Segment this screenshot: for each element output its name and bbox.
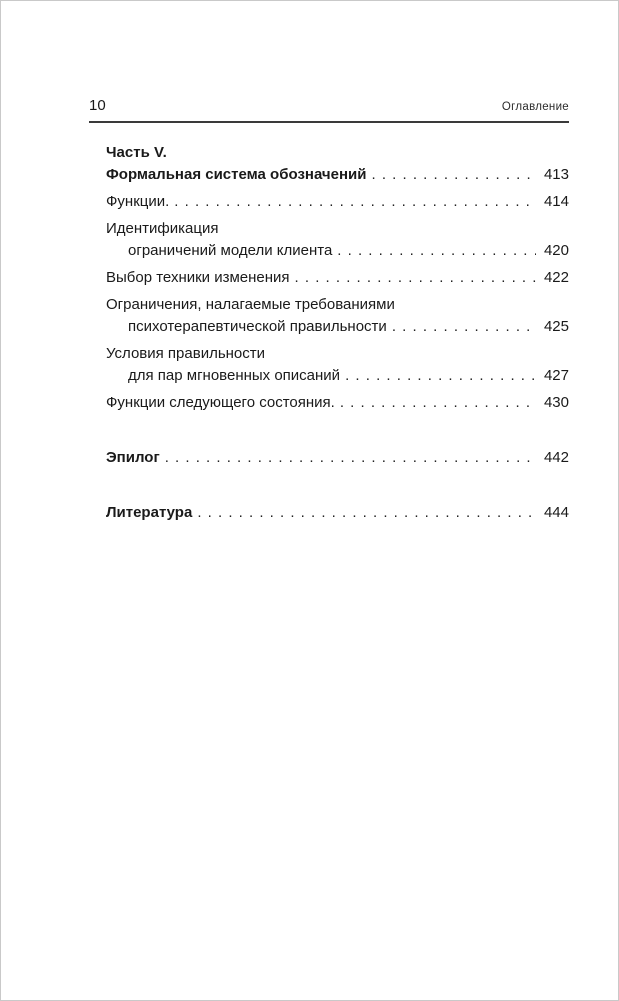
toc-entry [106,294,569,338]
toc-page-number: 430 [543,394,569,411]
toc-entry-text: Ограничения, налагаемые требованиями [106,296,395,313]
toc-line [106,164,569,186]
toc-entry-text: ограничений модели клиента [128,242,333,259]
toc-line [106,343,569,365]
dot-leader [295,267,536,289]
toc-entry-text: Литература [106,504,193,521]
toc-page-number: 427 [543,367,569,384]
dot-leader [165,447,536,469]
dot-leader [174,191,536,213]
toc-line [106,267,569,289]
toc-entry-text: Функции следующего состояния. [106,394,335,411]
toc-entry [106,267,569,289]
toc-page-number: 444 [543,504,569,521]
toc-page-number: 420 [543,242,569,259]
toc-entry-text: Идентификация [106,220,219,237]
toc-entry-text: Часть V. [106,144,167,161]
dot-leader [197,502,536,524]
toc-line [106,294,569,316]
dot-leader [392,316,536,338]
toc-entry-text: Функции. [106,193,170,210]
toc-entry [106,343,569,387]
toc-line [106,142,569,164]
toc-entry-text: для пар мгновенных описаний [128,367,341,384]
toc-entry [106,392,569,414]
toc-entry [106,142,569,186]
toc-line [106,365,569,387]
toc-entry [106,218,569,262]
dot-leader [371,164,536,186]
toc-entry [106,447,569,469]
header-title: Оглавление [501,101,569,113]
toc-page-number: 422 [543,269,569,286]
toc-line [106,316,569,338]
toc-line [106,240,569,262]
page-number: 10 [89,97,106,114]
toc-line [106,392,569,414]
toc-page-number: 414 [543,193,569,210]
toc-page-number: 413 [543,166,569,183]
toc-line [106,502,569,524]
toc-line [106,447,569,469]
toc-entry-text: Условия правильности [106,345,266,362]
dot-leader [340,392,536,414]
dot-leader [337,240,536,262]
toc-page-number: 442 [543,449,569,466]
toc-page-number: 425 [543,318,569,335]
toc-line [106,191,569,213]
dot-leader [345,365,536,387]
toc-entry-text: Формальная система обозначений [106,166,367,183]
toc-line [106,218,569,240]
toc-entry-text: психотерапевтической правильности [128,318,387,335]
page-header [89,97,569,123]
toc-entry [106,502,569,524]
toc-entry-text: Выбор техники изменения [106,269,290,286]
table-of-contents [106,142,569,524]
toc-entry-text: Эпилог [106,449,160,466]
toc-entry [106,191,569,213]
